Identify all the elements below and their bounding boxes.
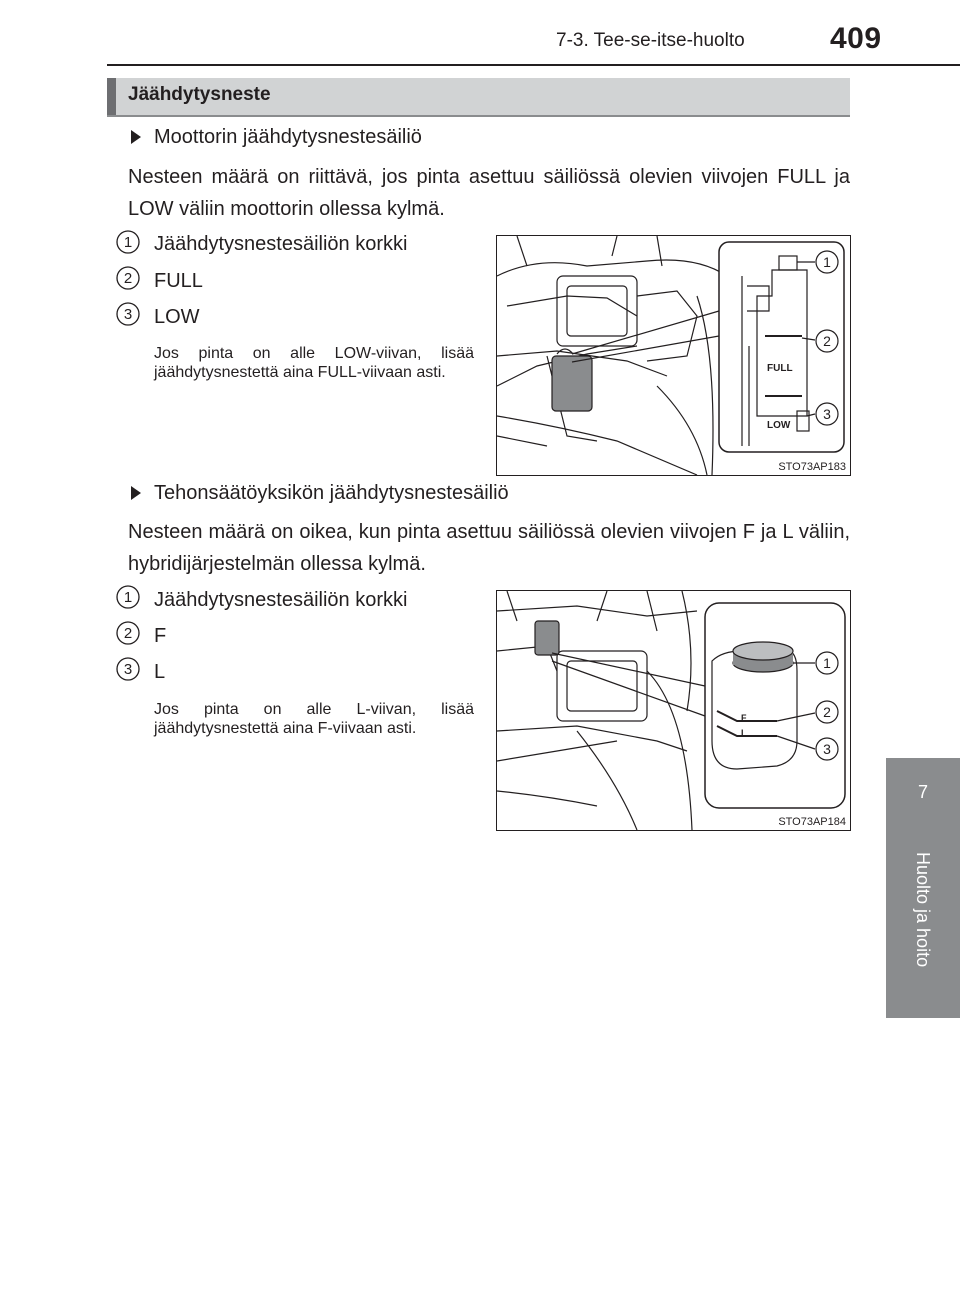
bullet-triangle-icon [131,130,141,144]
svg-text:FULL: FULL [767,363,793,374]
callout-number-3-icon [116,657,140,681]
svg-text:1: 1 [123,234,133,251]
item-label-cap: Jäähdytysnestesäiliön korkki [154,233,408,255]
chapter-tab-number [886,758,960,838]
figure-engine-coolant-reservoir [496,235,851,476]
subheading-pcu-coolant-reservoir: Tehonsäätöyksikön jäähdytysnestesäiliö [154,482,509,504]
item-label-low: LOW [154,306,200,328]
callout-number-3-icon [116,302,140,326]
chapter-tab-title [886,838,960,1018]
note-pcu-coolant: Jos pinta on alle L-viivan, lisää jäähdytysnestettä aina F-viivaan asti. [154,701,474,737]
header-rule [107,64,960,66]
svg-text:LOW: LOW [767,420,791,431]
item-label-full: FULL [154,270,203,292]
svg-text:3: 3 [823,741,831,757]
callout-number-1-icon [116,230,140,254]
svg-text:2: 2 [823,333,831,349]
section-title-bar [107,78,850,115]
svg-text:L: L [741,728,747,738]
callout-number-2-icon [116,621,140,645]
item-label-cap: Jäähdytysnestesäiliön korkki [154,589,408,611]
svg-text:2: 2 [823,704,831,720]
paragraph-engine-coolant: Nesteen määrä on riittävä, jos pinta asettuu säiliössä olevien viivojen FULL ja LOW väliin moottorin ollessa kylmä. [128,166,850,220]
svg-text:1: 1 [823,655,831,671]
figure-code: STO73AP183 [778,461,846,473]
item-label-l: L [154,661,166,683]
subheading-engine-coolant-reservoir: Moottorin jäähdytysnestesäiliö [154,126,422,148]
figure-code: STO73AP184 [778,816,846,828]
bullet-triangle-icon [131,486,141,500]
figure-pcu-coolant-reservoir [496,590,851,831]
engine-bay-illustration [497,236,850,475]
note-engine-coolant: Jos pinta on alle LOW-viivan, lisää jäähdytysnestettä aina FULL-viivaan asti. [154,345,474,381]
svg-text:3: 3 [123,661,133,678]
engine-bay-illustration [497,591,850,830]
svg-text:1: 1 [123,589,133,606]
svg-text:2: 2 [123,625,133,642]
svg-text:1: 1 [823,254,831,270]
running-header-section: 7-3. Tee-se-itse-huolto [556,30,745,51]
svg-text:3: 3 [123,306,133,323]
chapter-title: Huolto ja hoito [913,852,933,968]
item-label-f: F [154,625,167,647]
callout-number-2-icon [116,266,140,290]
svg-text:F: F [741,713,747,723]
svg-text:2: 2 [123,270,133,287]
callout-number-1-icon [116,585,140,609]
section-underline [107,115,850,117]
svg-text:3: 3 [823,406,831,422]
chapter-number: 7 [917,782,928,802]
paragraph-pcu-coolant: Nesteen määrä on oikea, kun pinta asettuu säiliössä olevien viivojen F ja L väliin, hybridijärjestelmän ollessa kylmä. [128,521,850,575]
section-title: Jäähdytysneste [128,84,271,105]
page-number: 409 [830,22,882,55]
